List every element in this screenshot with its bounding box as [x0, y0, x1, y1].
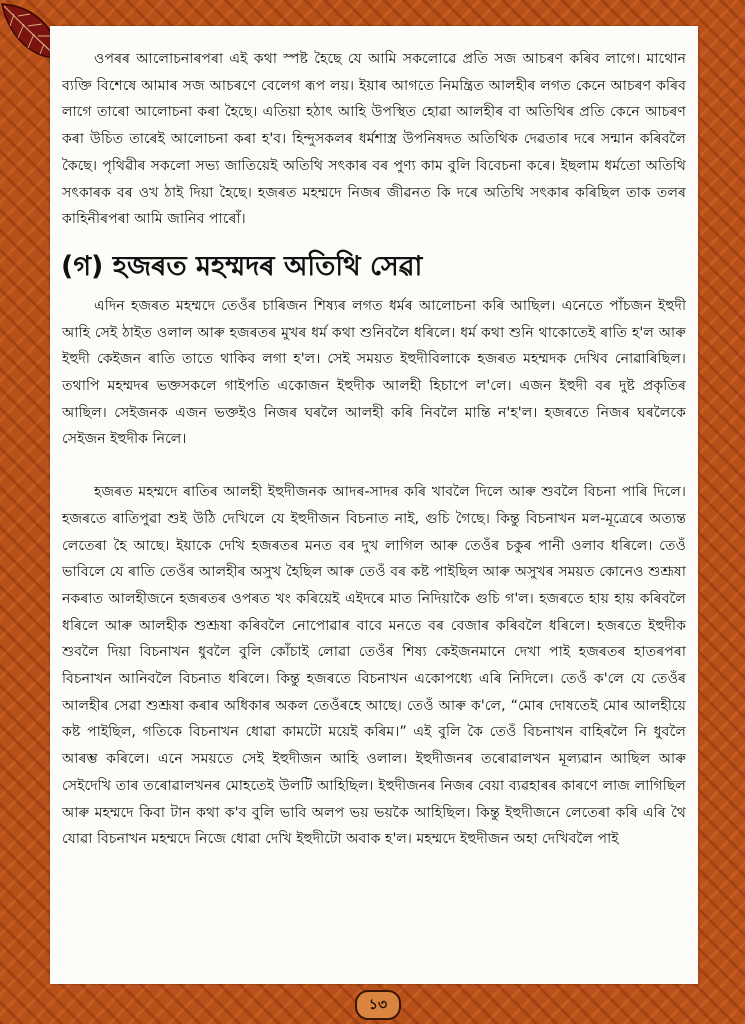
page-text	[62, 46, 686, 853]
page-card	[50, 26, 698, 984]
intro-paragraph: ওপৰৰ আলোচনাৰপৰা এই কথা স্পষ্ট হৈছে যে আমি সকলোৱে প্ৰতি সজ আচৰণ কৰিব লাগে। মাথোন ব্যক্তি বিশেষে আমাৰ সজ আচৰণে বেলেগ ৰূপ লয়। ইয়াৰ আগতে নিমন্ত্ৰিত আলহীৰ লগত কেনে আচৰণ কৰিব লাগে তাৰো আলোচনা কৰা হৈছে। এতিয়া হঠাৎ আহি উপস্থিত হোৱা আলহীৰ বা অতিথিৰ প্ৰতি কেনে আচৰণ কৰা উচিত তাৰেই আলোচনা কৰা হ'ব। হিন্দুসকলৰ ধৰ্মশাস্ত্ৰ উপনিষদত অতিথিক দেৱতাৰ দৰে সন্মান কৰিবলৈ কৈছে। পৃথিৱীৰ সকলো সভ্য জাতিয়েই অতিথি সৎকাৰ বৰ পুণ্য কাম বুলি বিবেচনা কৰে। ইছলাম ধৰ্মতো অতিথি সৎকাৰক বৰ ওখ ঠাই দিয়া হৈছে। হজৰত মহম্মদে নিজৰ জীৱনত কি দৰে অতিথি সৎকাৰ কৰিছিল তাক তলৰ কাহিনীৰপৰা আমি জানিব পাৰোঁ।	[62, 51, 686, 228]
page-number: ১৩	[355, 990, 401, 1020]
story-paragraph-1: এদিন হজৰত মহম্মদে তেওঁৰ চাৰিজন শিষ্যৰ লগত ধৰ্মৰ আলোচনা কৰি আছিল। এনেতে পাঁচজন ইহুদী আহি সেই ঠাইত ওলাল আৰু হজৰতৰ মুখৰ ধৰ্ম কথা শুনিবলৈ ধৰিলে। ধৰ্ম কথা শুনি থাকোতেই ৰাতি হ'ল আৰু ইহুদী কেইজন ৰাতি তাতে থাকিব লগা হ'ল। সেই সময়ত ইহুদীবিলাকে হজৰত মহম্মদক দেখিব নোৱাৰিছিল। তথাপি মহম্মদৰ ভক্তসকলে গাইপতি একোজন ইহুদীক আলহী হিচাপে ল'লে। এজন ইহুদী বৰ দুষ্ট প্ৰকৃতিৰ আছিল। সেইজনক এজন ভক্তইও নিজৰ ঘৰলৈ আলহী কৰি নিবলৈ মান্তি ন'হ'ল। হজৰতে নিজৰ ঘৰলৈকে সেইজন ইহুদীক নিলে।	[62, 297, 686, 448]
story-paragraph-2: হজৰত মহম্মদে ৰাতিৰ আলহী ইহুদীজনক আদৰ-সাদৰ কৰি খাবলৈ দিলে আৰু শুবলৈ বিচনা পাৰি দিলে। হজৰতে ৰাতিপুৱা শুই উঠি দেখিলে যে ইহুদীজন বিচনাত নাই, গুচি গৈছে। কিন্তু বিচনাখন মল-মূত্ৰেৰে অত্যন্ত লেতেৰা হৈ আছে। ইয়াকে দেখি হজৰতৰ মনত বৰ দুখ লাগিল আৰু তেওঁৰ চকুৰ পানী ওলাব ধৰিলে। তেওঁ ভাবিলে যে ৰাতি তেওঁৰ আলহীৰ অসুখ হৈছিল আৰু তেওঁ বৰ কষ্ট পাইছিল আৰু অসুখৰ সময়ত কোনেও শুশ্ৰূষা নকৰাত আলহীজনে হজৰতৰ ওপৰত খং কৰিয়েই এইদৰে মাত নিদিয়াকৈ গুচি গ'ল। হজৰতে হায় হায় কৰিবলৈ ধৰিলে আৰু আলহীক শুশ্ৰূষা কৰিবলৈ নোপোৱাৰ বাবে মনতে বৰ বেজাৰ কৰিবলৈ ধৰিলে। হজৰতে ইহুদীক শুবলৈ দিয়া বিচনাখন ধুবলৈ বুলি কোঁচাই লোৱা তেওঁৰ শিষ্য কেইজনমানে দেখা পাই হজৰতৰ হাতৰপৰা বিচনাখন আনিবলৈ বিচনাত ধৰিলে। কিন্তু হজৰতে বিচনাখন একোপধ্যে এৰি নিদিলে। তেওঁ ক'লে যে তেওঁৰ আলহীৰ সেৱা শুশ্ৰূষা কৰাৰ অধিকাৰ অকল তেওঁৰহে আছে। তেওঁ আৰু ক'লে, “মোৰ দোষতেই মোৰ আলহীয়ে কষ্ট পাইছিল, গতিকে বিচনাখন ধোৱা কামটো ময়েই কৰিম।” এই বুলি কৈ তেওঁ বিচনাখন বাহিৰলৈ নি ধুবলৈ আৰম্ভ কৰিলে। এনে সময়তে সেই ইহুদীজন আহি ওলাল। ইহুদীজনৰ তৰোৱালখন মূল্যৱান আছিল আৰু সেইদেখি তাৰ তৰোৱালখনৰ মোহতেই উলটি আহিছিল। ইহুদীজনৰ নিজৰ বেয়া ব্যৱহাৰৰ কাৰণে লাজ লাগিছিল আৰু মহম্মদে কিবা টান কথা ক'ব বুলি ভাবি অলপ ভয় ভয়কৈ আহিছিল। কিন্তু ইহুদীজনে লেতেৰা কৰি এৰি থৈ যোৱা বিচনাখন মহম্মদে নিজে ধোৱা দেখি ইহুদীটো অবাক হ'ল। মহম্মদে ইহুদীজন অহা দেখিবলৈ পাই	[62, 484, 686, 848]
section-heading: (গ) হজৰত মহম্মদৰ অতিথি সেৱা	[61, 250, 423, 282]
